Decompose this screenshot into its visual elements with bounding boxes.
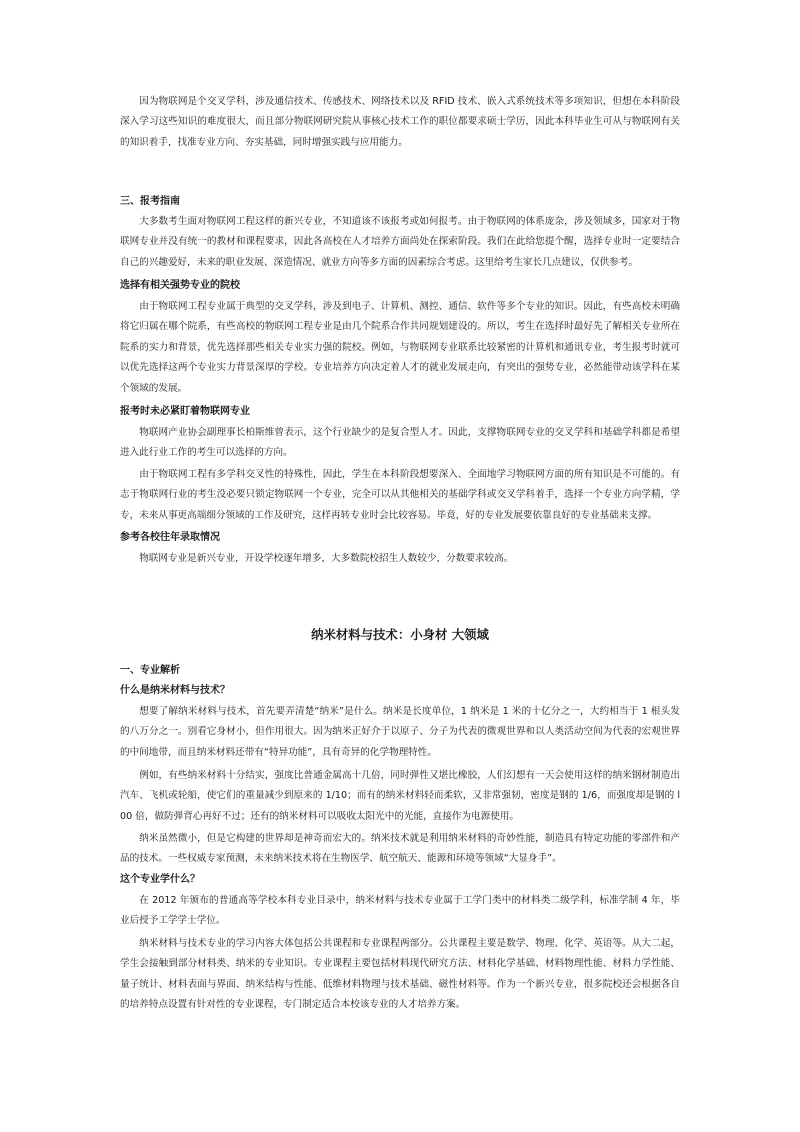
sub3-paragraph: 物联网专业是新兴专业，开设学校逐年增多，大多数院校招生人数较少，分数要求较高。 xyxy=(139,553,514,564)
sub2-heading: 报考时未必紧盯着物联网专业 xyxy=(120,406,250,417)
sub2-paragraph-2: 由于物联网工程有多学科交叉性的特殊性，因此，学生在本科阶段想要深入、全面地学习物联网方面的所有知识是不可能的。有志于物联网行业的考生没必要只锁定物联网一个专业，完全可以从其他相关的基础学科或交叉学科着手，选择一个专业方向学精，学专，未来从事更高端细分领域的工作及研究，这样再转专业时会比较容易。毕竟，好的专业发展要依靠良好的专业基础来支撑。 xyxy=(120,469,680,521)
nano-q1-heading: 什么是纳米材料与技术？ xyxy=(120,685,230,696)
section3-heading: 三、报考指南 xyxy=(120,196,180,207)
nano-q2-paragraph-1: 在 2012 年颁布的普通高等学校本科专业目录中，纳米材料与技术专业属于工学门类中的材料类二级学科，标准学制 4 年，毕业后授予工学学士学位。 xyxy=(120,895,680,927)
nano-title: 纳米材料与技术：小身材 大领域 xyxy=(311,627,489,642)
nano-q2-paragraph-2: 纳米材料与技术专业的学习内容大体包括公共课程和专业课程两部分。公共课程主要是数学、物理、化学、英语等。从大二起，学生会接触到部分材料类、纳米的专业知识。专业课程主要包括材料现代研究方法、材料化学基础、材料物理性能、材料力学性能、量子统计、材料表面与界面、纳米结构与性能、低维材料物理与技术基础、磁性材料等。作为一个新兴专业，很多院校还会根据各自的培养特点设置有针对性的专业课程，专门制定适合本校该专业的人才培养方案。 xyxy=(120,938,680,1011)
sub2-paragraph-1: 物联网产业协会副理事长柏斯维曾表示，这个行业缺少的是复合型人才。因此，支撑物联网专业的交叉学科和基础学科都是希望进入此行业工作的考生可以选择的方向。 xyxy=(120,427,680,459)
intro-paragraph: 因为物联网是个交叉学科，涉及通信技术、传感技术、网络技术以及 RFID 技术、嵌入式系统技术等多项知识，但想在本科阶段深入学习这些知识的难度很大，而且部分物联网研究院从事核心技术工作的职位都要求硕士学历，因此本科毕业生可从与物联网有关的知识着手，找准专业方向、夯实基础，同时增强实践与应用能力。 xyxy=(120,96,680,148)
sub1-paragraph: 由于物联网工程专业属于典型的交叉学科，涉及到电子、计算机、测控、通信、软件等多个专业的知识。因此，有些高校未明确将它归属在哪个院系，有些高校的物联网工程专业是由几个院系合作共同规划建设的。所以，考生在选择时最好先了解相关专业所在院系的实力和背景，优先选择那些相关专业实力强的院校。例如，与物联网专业联系比较紧密的计算机和通讯专业，考生报考时就可以优先选择这两个专业实力背景深厚的学校。专业培养方向决定着人才的就业发展走向，有突出的强势专业，必然能带动该学科在某个领域的发展。 xyxy=(120,301,680,394)
nano-q1-paragraph-1: 想要了解纳米材料与技术，首先要弄清楚“纳米”是什么。纳米是长度单位，1 纳米是 1 米的十亿分之一，大约相当于 1 根头发的八万分之一。别看它身材小，但作用很大。因为纳米正好介于以原子、分子为代表的微观世界和以人类活动空间为代表的宏观世界的中间地带，而且纳米材料还带有“特异功能”，具有奇异的化学物理特性。 xyxy=(120,706,680,758)
section3-paragraph: 大多数考生面对物联网工程这样的新兴专业，不知道该不该报考或如何报考。由于物联网的体系庞杂，涉及领域多，国家对于物联网专业并没有统一的教材和课程要求，因此各高校在人才培养方面尚处在探索阶段。我们在此给您提个醒，选择专业时一定要结合自己的兴趣爱好，未来的职业发展、深造情况、就业方向等多方面的因素综合考虑。这里给考生家长几点建议，仅供参考。 xyxy=(120,216,680,268)
sub3-heading: 参考各校往年录取情况 xyxy=(120,532,220,543)
sub1-heading: 选择有相关强势专业的院校 xyxy=(120,280,240,291)
nano-section1-heading: 一、专业解析 xyxy=(120,665,180,676)
nano-q2-heading: 这个专业学什么？ xyxy=(120,874,200,885)
nano-q1-paragraph-3: 纳米虽然微小，但是它构建的世界却是神奇而宏大的。纳米技术就是利用纳米材料的奇妙性能，制造具有特定功能的零部件和产品的技术。一些权威专家预测，未来纳米技术将在生物医学、航空航天、能源和环境等领域“大显身手”。 xyxy=(120,833,680,865)
nano-q1-paragraph-2: 例如，有些纳米材料十分结实，强度比普通金属高十几倍，同时弹性又堪比橡胶，人们幻想有一天会使用这样的纳米钢材制造出汽车、飞机或轮船，使它们的重量减少到原来的 1/10；而有的纳米材料轻而柔软，又非常强韧，密度是钢的 1/6，而强度却是钢的 l00 倍，做防弹背心再好不过；还有的纳米材料可以吸收太阳光中的光能，直接作为电源使用。 xyxy=(120,770,680,822)
